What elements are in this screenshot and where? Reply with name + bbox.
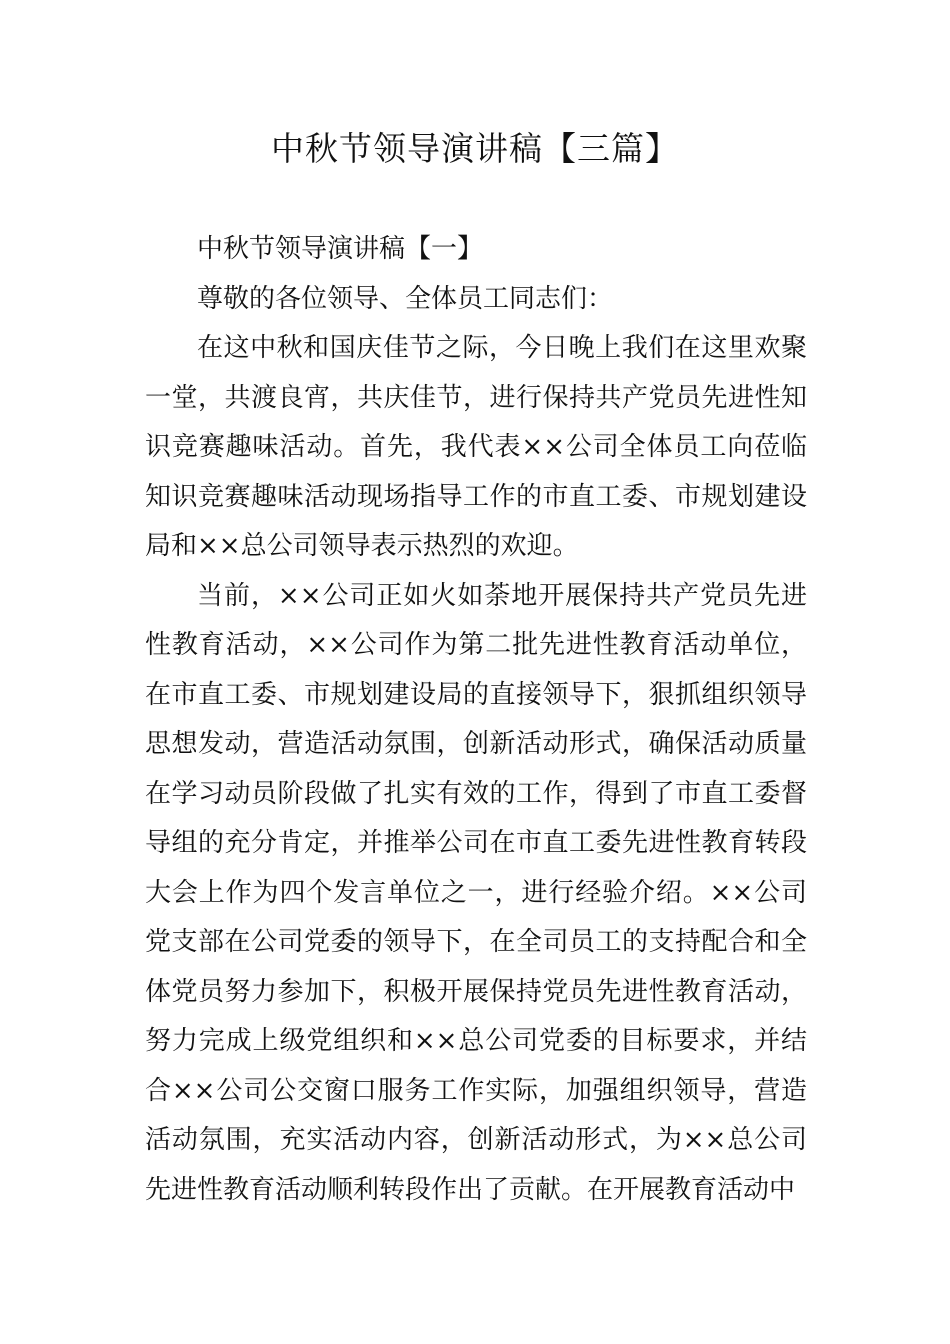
document-body [145,225,807,1215]
document-title: 中秋节领导演讲稿【三篇】 [271,129,679,168]
paragraph-1: 在这中秋和国庆佳节之际，今日晚上我们在这里欢聚一堂，共渡良宵，共庆佳节，进行保持共产党员先进性知识竞赛趣味活动。首先，我代表××公司全体员工向莅临知识竞赛趣味活动现场指导工作的市直工委、市规划建设局和××总公司领导表示热烈的欢迎。 [145,333,807,561]
paragraph-2: 当前，××公司正如火如荼地开展保持共产党员先进性教育活动，××公司作为第二批先进性教育活动单位，在市直工委、市规划建设局的直接领导下，狠抓组织领导思想发动，营造活动氛围，创新活动形式，确保活动质量在学习动员阶段做了扎实有效的工作，得到了市直工委督导组的充分肯定，并推举公司在市直工委先进性教育转段大会上作为四个发言单位之一，进行经验介绍。××公司党支部在公司党委的领导下，在全司员工的支持配合和全体党员努力参加下，积极开展保持党员先进性教育活动，努力完成上级党组织和××总公司党委的目标要求，并结合××公司公交窗口服务工作实际，加强组织领导，营造活动氛围，充实活动内容，创新活动形式，为××总公司先进性教育活动顺利转段作出了贡献。在开展教育活动中 [145,580,807,1205]
salutation: 尊敬的各位领导、全体员工同志们： [197,283,614,314]
section-heading: 中秋节领导演讲稿【一】 [197,234,484,264]
